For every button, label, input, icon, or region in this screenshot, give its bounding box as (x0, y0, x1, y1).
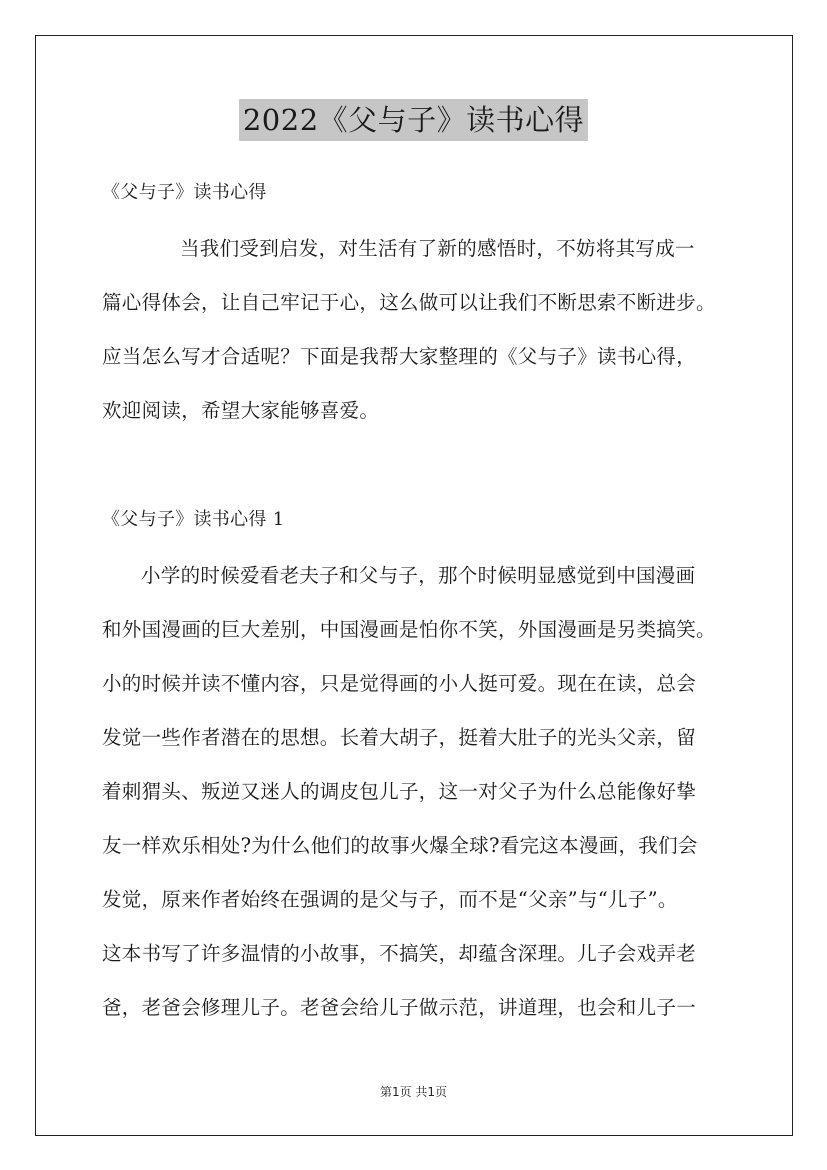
intro-line: 应当怎么写才合适呢？下面是我帮大家整理的《父与子》读书心得， (102, 345, 697, 368)
section-heading: 《父与子》读书心得 1 (102, 509, 285, 530)
intro-line: 欢迎阅读，希望大家能够喜爱。 (102, 399, 380, 422)
body-line: 小学的时候爱看老夫子和父与子，那个时候明显感觉到中国漫画 (141, 564, 696, 587)
body-line: 发觉，原来作者始终在强调的是父与子，而不是“父亲”与“儿子”。 (102, 888, 678, 911)
body-line: 着刺猬头、叛逆又迷人的调皮包儿子，这一对父子为什么总能像好挚 (102, 780, 697, 803)
title-wrap (0, 99, 827, 141)
document-heading: 《父与子》读书心得 (102, 182, 267, 203)
body-line: 和外国漫画的巨大差别，中国漫画是怕你不笑，外国漫画是另类搞笑。 (102, 618, 716, 641)
document-title: 2022《父与子》读书心得 (239, 99, 588, 141)
body-line: 这本书写了许多温情的小故事，不搞笑，却蕴含深理。儿子会戏弄老 (102, 942, 697, 965)
page-footer: 第1页 共1页 (379, 1085, 448, 1099)
body-line: 友一样欢乐相处?为什么他们的故事火爆全球?看完这本漫画，我们会 (102, 834, 698, 857)
body-line: 发觉一些作者潜在的思想。长着大胡子，挺着大肚子的光头父亲，留 (102, 726, 697, 749)
body-line: 小的时候并读不懂内容，只是觉得画的小人挺可爱。现在在读，总会 (102, 672, 697, 695)
intro-line: 篇心得体会，让自己牢记于心，这么做可以让我们不断思索不断进步。 (102, 291, 716, 314)
body-line: 爸，老爸会修理儿子。老爸会给儿子做示范，讲道理，也会和儿子一 (102, 996, 697, 1019)
intro-line: 当我们受到启发，对生活有了新的感悟时，不妨将其写成一 (180, 237, 695, 260)
